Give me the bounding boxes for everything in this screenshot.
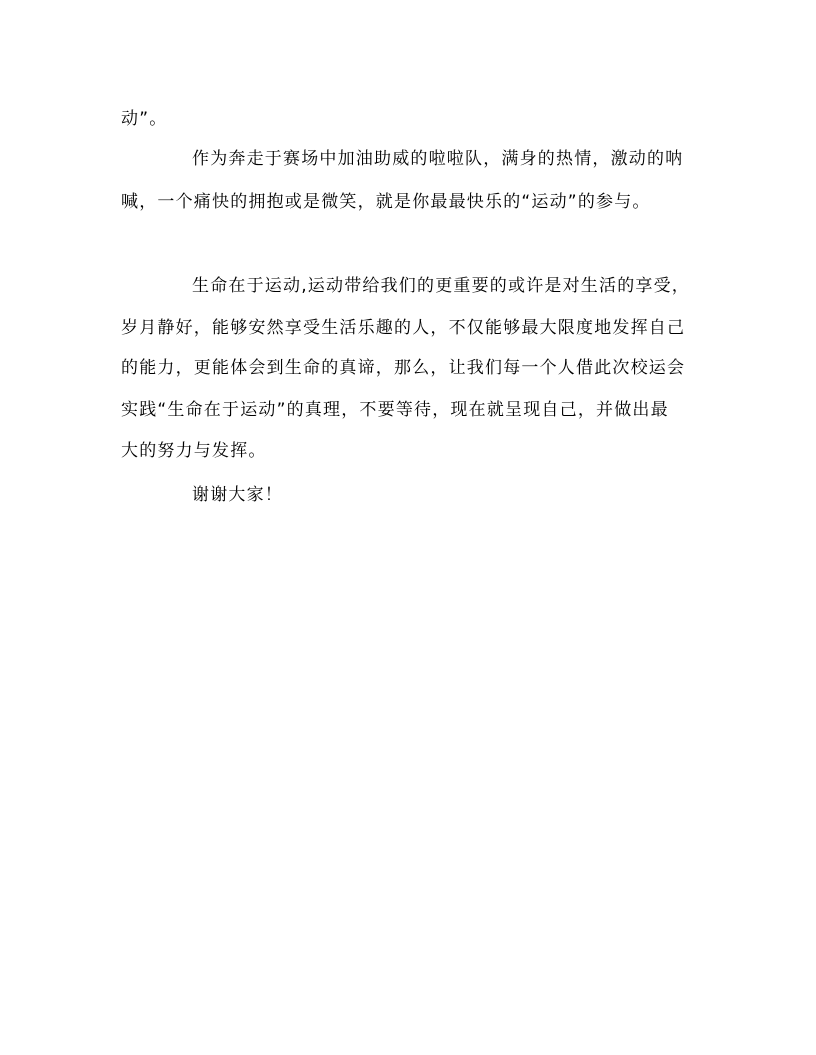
closing-thanks: 谢谢大家！: [192, 485, 283, 505]
paragraph-life-line-1: 生命在于运动,运动带给我们的更重要的或许是对生活的享受，: [192, 276, 691, 296]
paragraph-cheerleader-line-1: 作为奔走于赛场中加油助威的啦啦队，满身的热情，激动的呐: [192, 149, 684, 169]
paragraph-life-line-3: 的能力，更能体会到生命的真谛，那么，让我们每一个人借此次校运会: [121, 358, 686, 378]
paragraph-cheerleader-line-2: 喊，一个痛快的拥抱或是微笑，就是你最最快乐的“运动”的参与。: [121, 192, 651, 212]
paragraph-life-line-5: 大的努力与发挥。: [121, 441, 267, 461]
paragraph-life-line-4: 实践“生命在于运动”的真理，不要等待，现在就呈现自己，并做出最: [121, 400, 669, 420]
paragraph-life-line-2: 岁月静好，能够安然享受生活乐趣的人，不仅能够最大限度地发挥自己: [121, 318, 686, 338]
paragraph-continuation-line: 动”。: [121, 109, 168, 129]
